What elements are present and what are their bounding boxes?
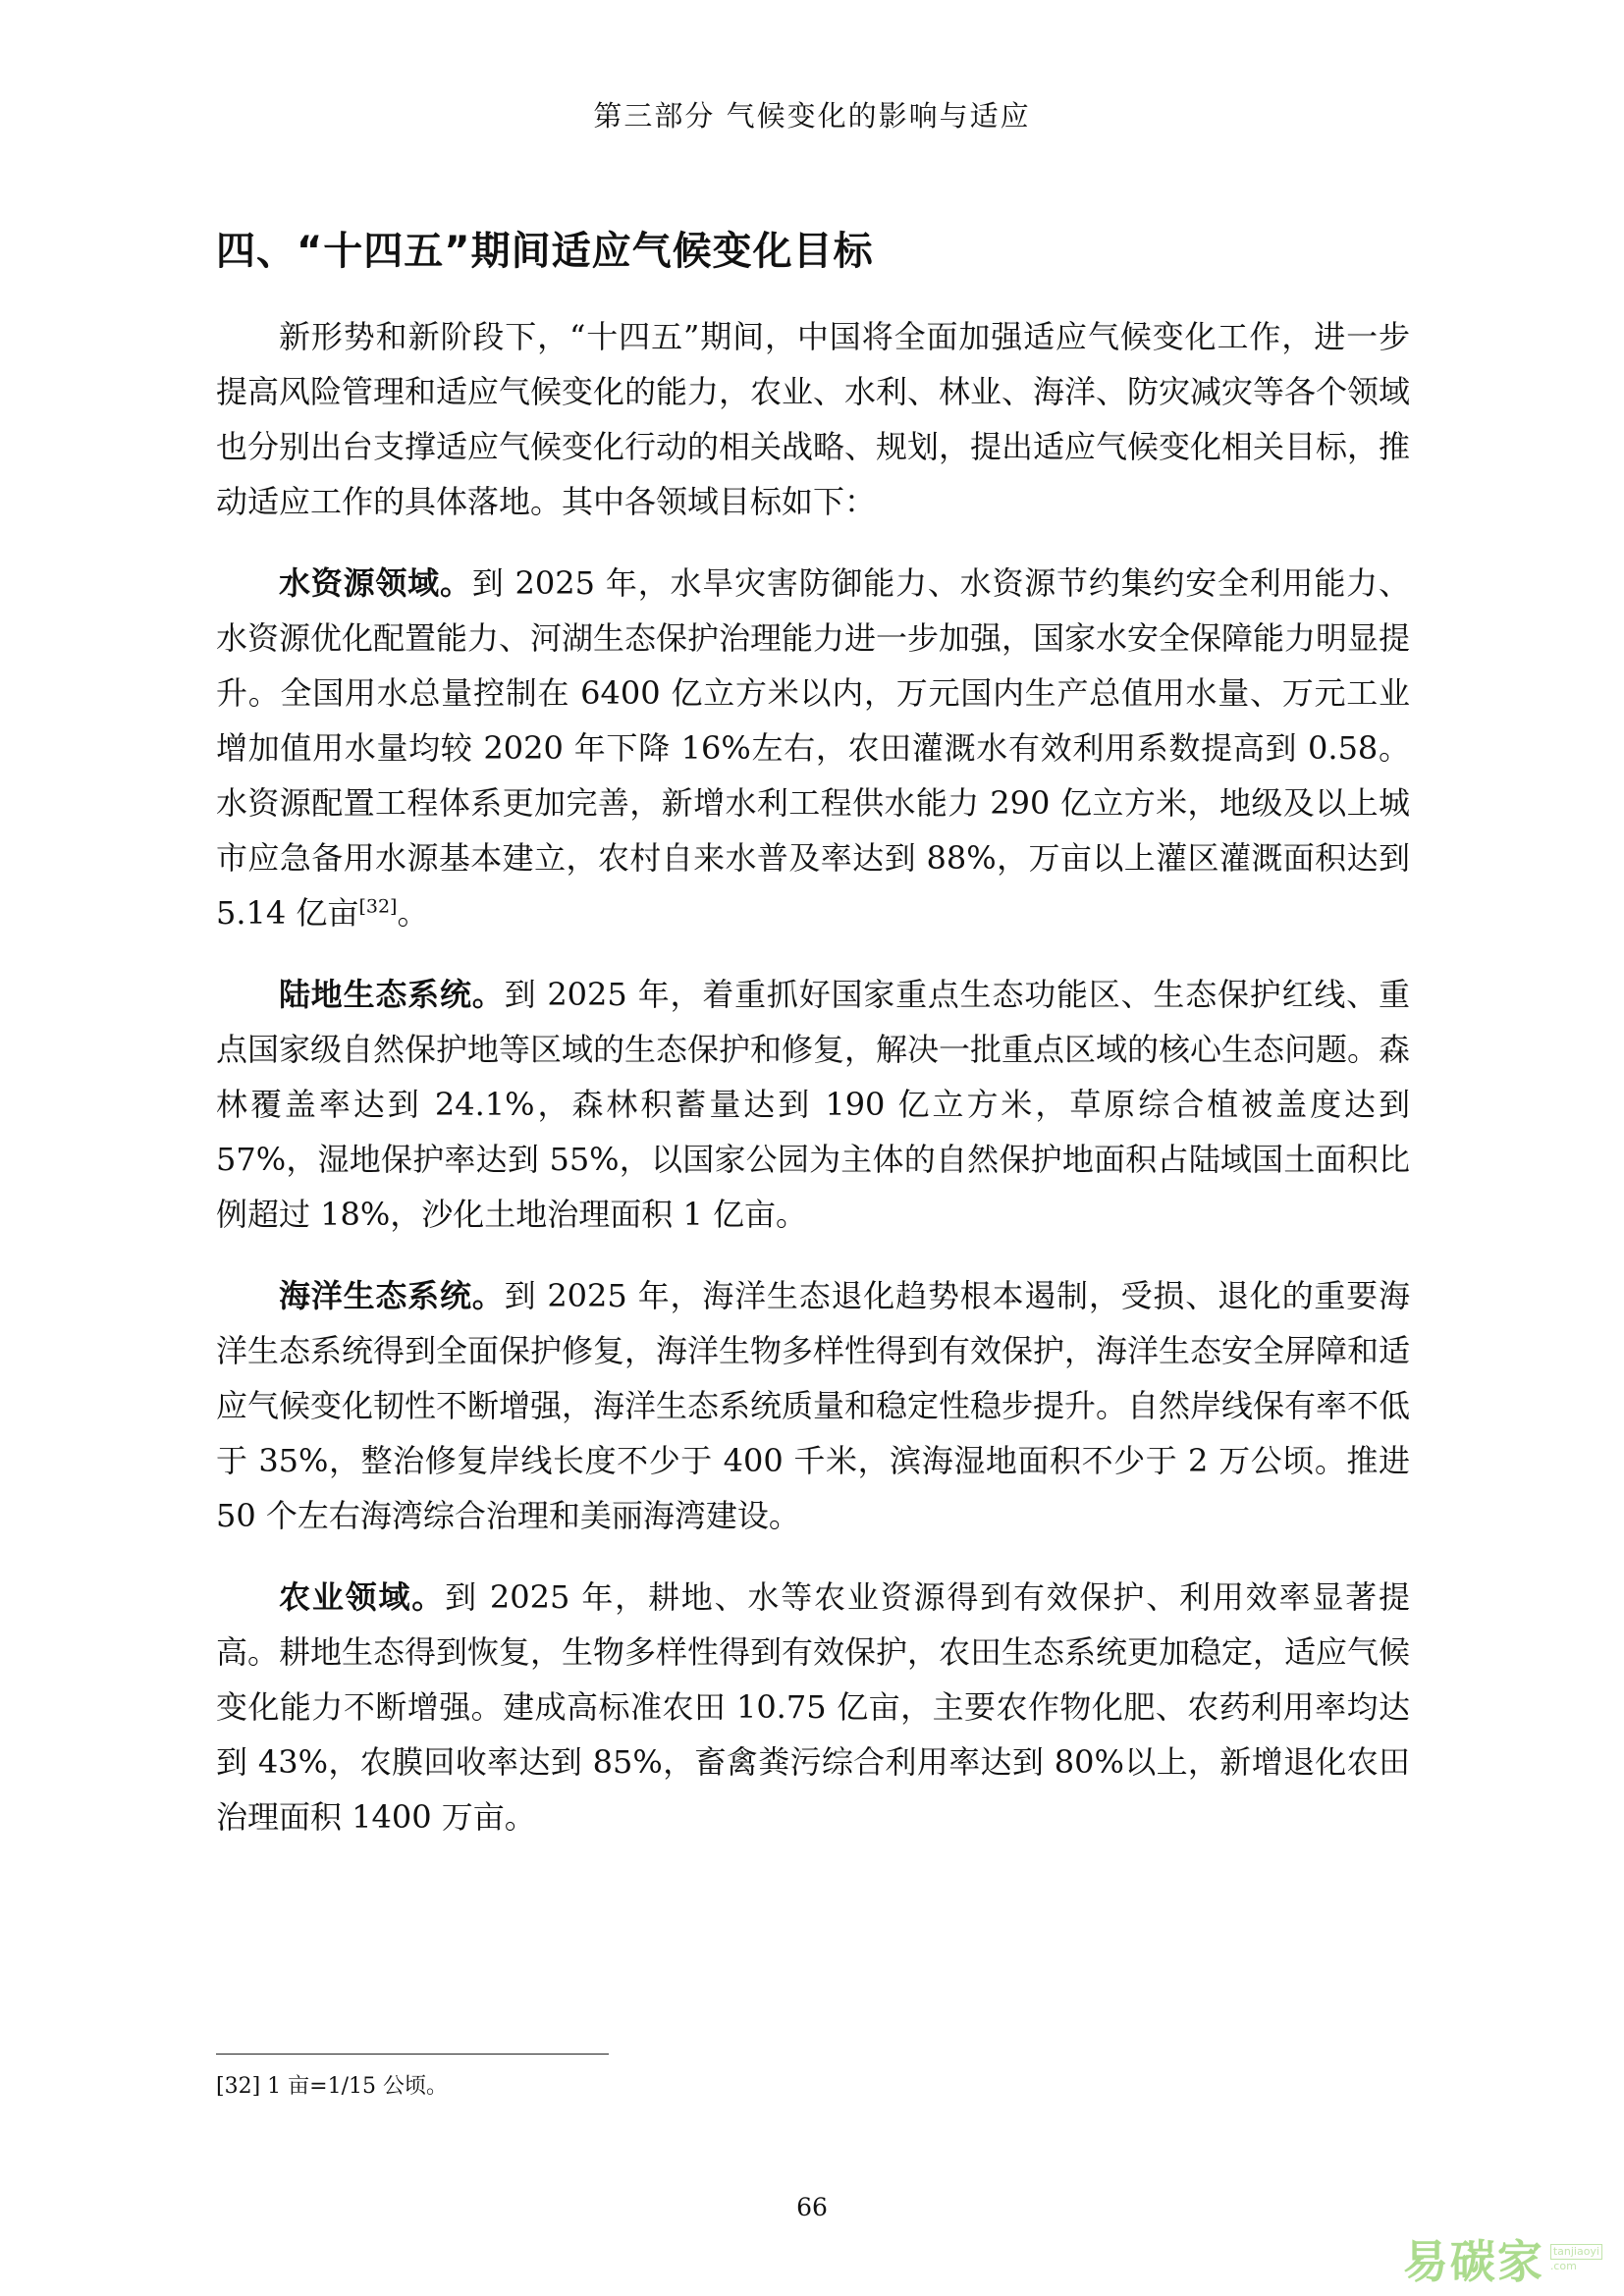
watermark-logo xyxy=(1403,2226,1602,2291)
paragraph-tail: 。 xyxy=(397,894,429,932)
paragraph-lead: 陆地生态系统。 xyxy=(279,976,505,1013)
paragraph-text: 新形势和新阶段下，“十四五”期间，中国将全面加强适应气候变化工作，进一步提高风险管理和适应气候变化的能力，农业、水利、林业、海洋、防灾减灾等各个领域也分别出台支撑适应气候变化行动的相关战略、规划，提出适应气候变化相关目标，推动适应工作的具体落地。其中各领域目标如下： xyxy=(216,318,1411,520)
paragraph-water-resources xyxy=(216,556,1410,940)
page-number: 66 xyxy=(796,2193,828,2221)
paragraph-intro xyxy=(216,309,1410,529)
footnote-reference[interactable]: [32] xyxy=(358,895,398,918)
paragraph-terrestrial-ecosystem xyxy=(216,967,1410,1242)
paragraph-text: 到 2025 年，耕地、水等农业资源得到有效保护、利用效率显著提高。耕地生态得到恢复，生物多样性得到有效保护，农田生态系统更加稳定，适应气候变化能力不断增强。建成高标准农田 10.75 亿亩，主要农作物化肥、农药利用率均达到 43%，农膜回收率达到 85%，畜禽粪污综合利用率达到 80%以上，新增退化农田治理面积 1400 万亩。 xyxy=(216,1578,1411,1836)
footnote: [32] 1 亩=1/15 公顷。 xyxy=(216,2074,448,2099)
section-heading: 四、“十四五”期间适应气候变化目标 xyxy=(216,229,874,274)
paragraph-lead: 农业领域。 xyxy=(279,1578,446,1616)
paragraph-marine-ecosystem xyxy=(216,1268,1410,1543)
paragraph-text: 到 2025 年，着重抓好国家重点生态功能区、生态保护红线、重点国家级自然保护地等区域的生态保护和修复，解决一批重点区域的核心生态问题。森林覆盖率达到 24.1%，森林积蓄量达到 190 亿立方米，草原综合植被盖度达到 57%，湿地保护率达到 55%，以国家公园为主体的自然保护地面积占陆域国土面积比例超过 18%，沙化土地治理面积 1 亿亩。 xyxy=(216,976,1411,1233)
running-header: 第三部分 气候变化的影响与适应 xyxy=(593,99,1031,133)
paragraph-lead: 海洋生态系统。 xyxy=(279,1277,505,1314)
paragraph-text: 到 2025 年，海洋生态退化趋势根本遏制，受损、退化的重要海洋生态系统得到全面保护修复，海洋生物多样性得到有效保护，海洋生态安全屏障和适应气候变化韧性不断增强，海洋生态系统质量和稳定性稳步提升。自然岸线保有率不低于 35%，整治修复岸线长度不少于 400 千米，滨海湿地面积不少于 2 万公顷。推进 50 个左右海湾综合治理和美丽海湾建设。 xyxy=(216,1277,1411,1534)
watermark-domain-top: tanjiaoyi xyxy=(1550,2244,1602,2260)
watermark-domain-bottom: .com xyxy=(1549,2260,1577,2272)
watermark-domain xyxy=(1550,2244,1602,2273)
paragraph-lead: 水资源领域。 xyxy=(279,564,472,602)
body-text xyxy=(216,309,1410,1871)
footnote-divider xyxy=(216,2054,609,2055)
paragraph-text: 到 2025 年，水旱灾害防御能力、水资源节约集约安全利用能力、水资源优化配置能力、河湖生态保护治理能力进一步加强，国家水安全保障能力明显提升。全国用水总量控制在 6400 亿立方米以内，万元国内生产总值用水量、万元工业增加值用水量均较 2020 年下降 16%左右，农田灌溉水有效利用系数提高到 0.58。水资源配置工程体系更加完善，新增水利工程供水能力 290 亿立方米，地级及以上城市应急备用水源基本建立，农村自来水普及率达到 88%，万亩以上灌区灌溉面积达到 5.14 亿亩 xyxy=(216,564,1411,932)
watermark-text: 易碳家 xyxy=(1402,2235,1544,2288)
paragraph-agriculture xyxy=(216,1570,1410,1844)
